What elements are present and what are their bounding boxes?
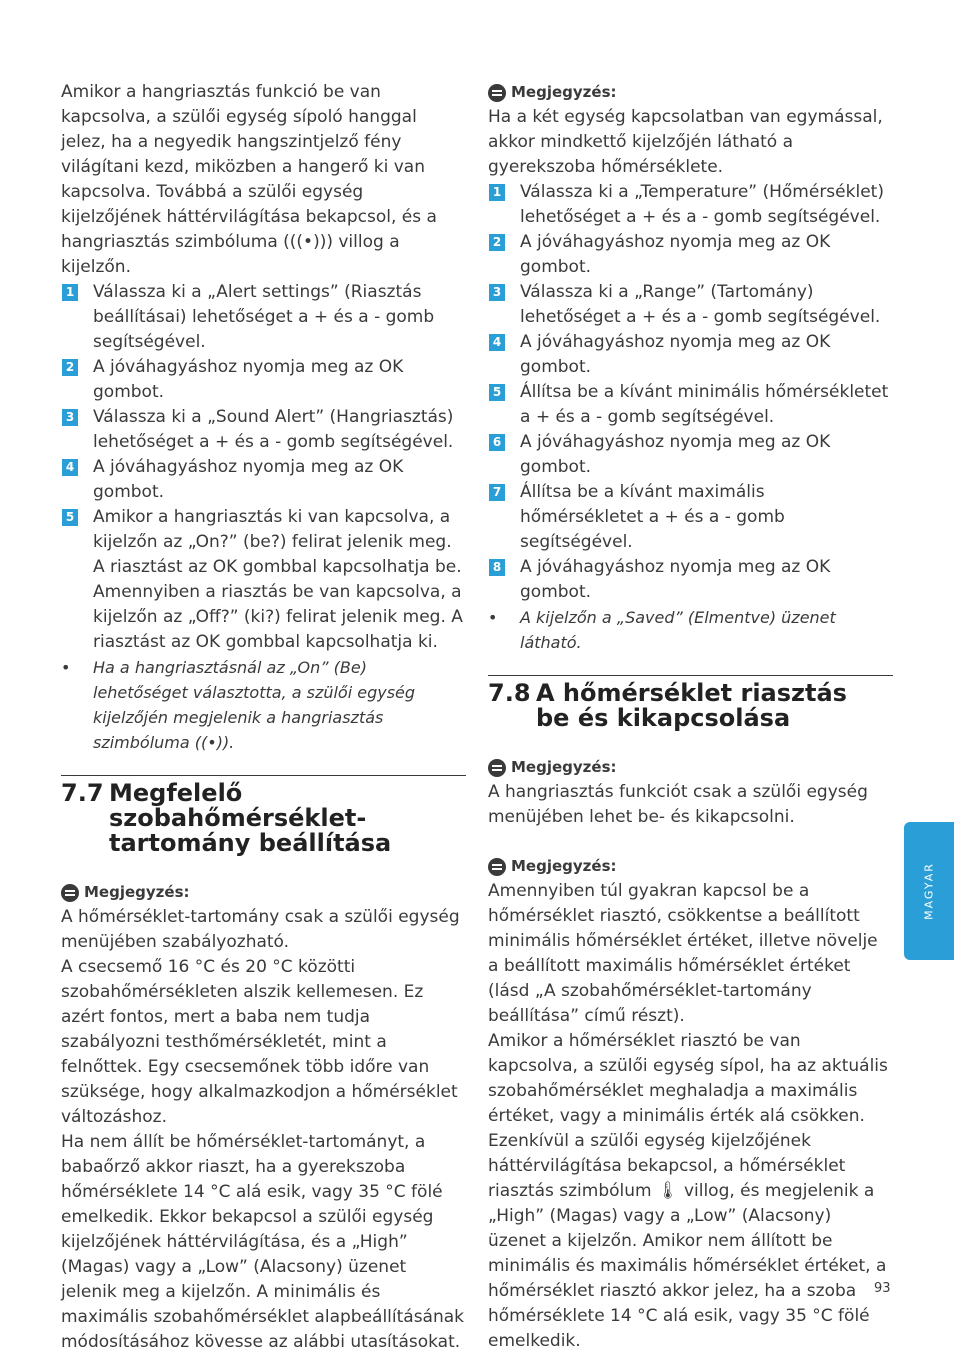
step-text: A jóváhagyáshoz nyomja meg az OK gombot. — [520, 232, 831, 277]
step-number: 2 — [62, 359, 78, 376]
step-note — [488, 605, 893, 655]
step-item — [61, 505, 466, 655]
step-item — [488, 230, 893, 280]
step-text: A jóváhagyáshoz nyomja meg az OK gombot. — [520, 432, 831, 477]
step-item — [488, 330, 893, 380]
page-number: 93 — [874, 1281, 891, 1296]
step-number: 7 — [489, 484, 505, 501]
note-text: Amennyiben túl gyakran kapcsol be a hőmérséklet riasztó, csökkentse a beállított minimális hőmérséklet értéket, illetve növelje a beállított maximális hőmérséklet értéket (lásd „A szobahőmérséklet-tartomány beállítása” című részt). — [488, 881, 878, 1026]
section-number: 7.8 — [488, 679, 531, 707]
note-text: Ha a két egység kapcsolatban van egymással, akkor mindkettő kijelzőjén látható a gyerekszoba hőmérséklete. — [488, 107, 883, 177]
step-number: 4 — [489, 334, 505, 351]
step-number: 4 — [62, 459, 78, 476]
note-icon — [488, 84, 506, 102]
step-item — [488, 380, 893, 430]
step-note-text: Ha a hangriasztásnál az „On” (Be) lehetőséget választotta, a szülői egység kijelzőjén megjelenik a hangriasztás szimbóluma ((•)). — [93, 658, 416, 752]
step-number: 6 — [489, 434, 505, 451]
note-icon — [488, 759, 506, 777]
note-heading — [488, 80, 893, 105]
step-item — [488, 180, 893, 230]
note-heading — [488, 854, 893, 879]
note-heading — [61, 880, 466, 905]
step-text: A jóváhagyáshoz nyomja meg az OK gombot. — [93, 357, 404, 402]
step-item — [61, 405, 466, 455]
paragraph: Ha nem állít be hőmérséklet-tartományt, a babaőrző akkor riaszt, ha a gyerekszoba hőmérséklete 14 °C alá esik, vagy 35 °C fölé emelkedik. Ekkor bekapcsol a szülői egység kijelzőjének háttérvilágítása, és a „High” (Magas) vagy a „Low” (Alacsony) üzenet jelenik meg a kijelzőn. A minimális és maximális szobahőmérséklet alapbeállításának módosításához kövesse az alábbi utasításokat. — [61, 1132, 465, 1352]
section-heading-7-7 — [61, 775, 466, 856]
alert-steps — [61, 280, 466, 655]
step-text: Állítsa be a kívánt minimális hőmérsékletet a + és a - gomb segítségével. — [520, 382, 889, 427]
step-text: Válassza ki a „Sound Alert” (Hangriasztás) lehetőséget a + és a - gomb segítségével. — [93, 407, 454, 452]
step-number: 5 — [62, 509, 78, 526]
step-number: 5 — [489, 384, 505, 401]
left-column — [61, 80, 466, 1355]
step-text: Válassza ki a „Range” (Tartomány) lehetőséget a + és a - gomb segítségével. — [520, 282, 881, 327]
language-label: MAGYAR — [922, 862, 936, 920]
note-heading — [488, 755, 893, 780]
step-number: 3 — [489, 284, 505, 301]
step-item — [61, 280, 466, 355]
section-heading-7-8 — [488, 675, 893, 731]
step-text: Amikor a hangriasztás ki van kapcsolva, a kijelzőn az „On?” (be?) felirat jelenik meg. A riasztást az OK gombbal kapcsolhatja be. Amennyiben a riasztás be van kapcsolva, a kijelzőn az „Off?” (ki?) felirat jelenik meg. A riasztást az OK gombbal kapcsolhatja ki. — [93, 507, 463, 652]
step-number: 1 — [489, 184, 505, 201]
step-text: Válassza ki a „Alert settings” (Riasztás beállításai) lehetőséget a + és a - gomb segítségével. — [93, 282, 435, 352]
step-note — [61, 655, 466, 755]
step-note-text: A kijelzőn a „Saved” (Elmentve) üzenet látható. — [520, 608, 836, 652]
bullet-icon: • — [488, 608, 498, 627]
step-item — [61, 455, 466, 505]
note-icon — [61, 884, 79, 902]
note-label: Megjegyzés: — [511, 857, 617, 875]
note-label: Megjegyzés: — [84, 883, 190, 901]
step-text: Válassza ki a „Temperature” (Hőmérséklet) lehetőséget a + és a - gomb segítségével. — [520, 182, 884, 227]
paragraph: Amikor a hőmérséklet riasztó be van kapcsolva, a szülői egység sípol, ha az aktuális szobahőmérséklet meghaladja a maximális értéket, vagy a minimális érték alá csökken. Ezenkívül a szülői egység kijelzőjének háttérvilágítása bekapcsol, a hőmérséklet riasztás szimbólum 🌡 villog, és megjelenik a „High” (Magas) vagy a „Low” (Alacsony) üzenet a kijelzőn. Amikor nem állított be minimális és maximális hőmérséklet értéket, a hőmérséklet riasztó akkor jelez, ha a szoba hőmérséklete 14 °C alá esik, vagy 35 °C fölé emelkedik. — [488, 1031, 888, 1351]
step-text: Állítsa be a kívánt maximális hőmérsékletet a + és a - gomb segítségével. — [520, 482, 785, 552]
step-text: A jóváhagyáshoz nyomja meg az OK gombot. — [520, 557, 831, 602]
note-label: Megjegyzés: — [511, 83, 617, 101]
temperature-steps — [488, 180, 893, 605]
section-title: A hőmérséklet riasztás be és kikapcsolása — [536, 679, 847, 732]
paragraph: A hőmérséklet-tartomány csak a szülői egység menüjében szabályozható. — [61, 907, 460, 952]
step-item — [61, 355, 466, 405]
right-column — [488, 80, 893, 1354]
step-item — [488, 430, 893, 480]
intro-paragraph: Amikor a hangriasztás funkció be van kapcsolva, a szülői egység sípoló hanggal jelez, ha a negyedik hangszintjelző fény világítani kezd, miközben a hangerő ki van kapcsolva. Továbbá a szülői egység kijelzőjének háttérvilágítása bekapcsol, és a hangriasztás szimbóluma (((•))) villog a kijelzőn. — [61, 82, 437, 277]
paragraph: A csecsemő 16 °C és 20 °C közötti szobahőmérsékleten alszik kellemesen. Ez azért fontos, mert a baba nem tudja szabályozni testhőmérsékletét, mint a felnőttek. Egy csecsemőnek több időre van szüksége, hogy alkalmazkodjon a hőmérséklet változáshoz. — [61, 957, 458, 1127]
note-label: Megjegyzés: — [511, 758, 617, 776]
bullet-icon: • — [61, 658, 71, 677]
step-item — [488, 480, 893, 555]
step-number: 2 — [489, 234, 505, 251]
language-tab — [904, 822, 954, 960]
step-item — [488, 555, 893, 605]
note-icon — [488, 858, 506, 876]
note-text: A hangriasztás funkciót csak a szülői egység menüjében lehet be- és kikapcsolni. — [488, 782, 868, 827]
step-number: 8 — [489, 559, 505, 576]
step-text: A jóváhagyáshoz nyomja meg az OK gombot. — [520, 332, 831, 377]
section-number: 7.7 — [61, 779, 104, 807]
section-title: Megfelelő szobahőmérséklet-tartomány beállítása — [109, 779, 392, 857]
step-number: 3 — [62, 409, 78, 426]
step-number: 1 — [62, 284, 78, 301]
step-text: A jóváhagyáshoz nyomja meg az OK gombot. — [93, 457, 404, 502]
step-item — [488, 280, 893, 330]
